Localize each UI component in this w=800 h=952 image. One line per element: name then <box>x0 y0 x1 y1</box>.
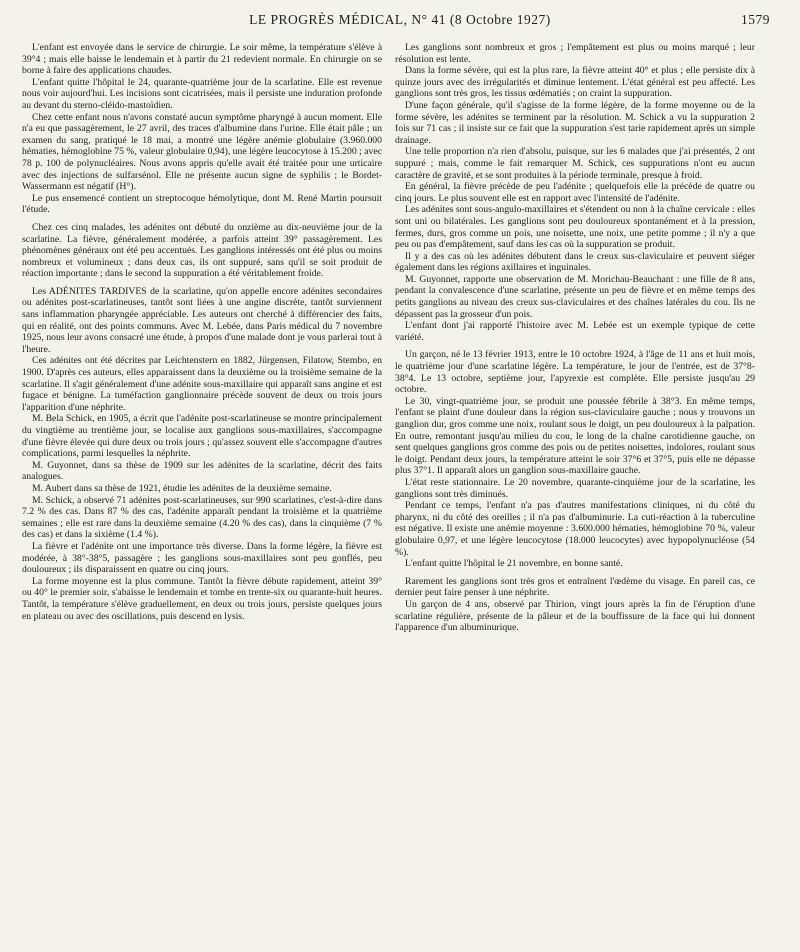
paragraph: Le pus ensemencé contient un streptocoque hémolytique, dont M. René Martin poursuit l'étude. <box>22 192 382 216</box>
paragraph: Les ADÉNITES TARDIVES de la scarlatine, qu'on appelle encore adénites secondaires ou adénites post-scarlatineuses, tantôt sont liées à une angine discrète, tantôt surviennent sans inflammation pharyngée appréciable. Les auteurs ont cherché à différencier des faits, qui en réalité, ont des points communs. Avec M. Lebée, dans Paris médical du 7 novembre 1925, nous leur avons consacré une étude, à propos d'une malade dont je vous parlerai tout à l'heure. <box>22 285 382 355</box>
right-column <box>395 42 755 634</box>
page-number: 1579 <box>741 12 770 27</box>
paragraph: Un garçon de 4 ans, observé par Thirion, vingt jours après la fin de l'éruption d'une scarlatine régulière, présente de la pâleur et de la bouffissure de la face qui lui donnent l'apparence d'un albuminurique. <box>395 598 755 634</box>
paragraph: M. Guyonnet, dans sa thèse de 1909 sur les adénites de la scarlatine, décrit des faits analogues. <box>22 459 382 483</box>
running-header <box>0 12 800 34</box>
paragraph: Pendant ce temps, l'enfant n'a pas d'autres manifestations cliniques, ni du côté du pharynx, ni du côté des oreilles ; il n'a pas d'albuminurie. La cuti-réaction à la tuberculine est négative. Il existe une anémie moyenne : 3.600.000 hématies, hémoglobine 70 %, valeur globulaire 0,97, et une légère leucocytose (18.000 leucocytes) avec hypopolynucléose (54 %). <box>395 500 755 558</box>
paragraph: Les adénites sont sous-angulo-maxillaires et s'étendent ou non à la chaîne cervicale : elles sont uni ou bilatérales. Les ganglions sont peu douloureux spontanément et à la pression, fermes, durs, gros comme un pois, une noisette, une noix, une petite pomme ; il n'y a que peu ou pas d'empâtement, sauf dans les cas où la suppuration se produit. <box>395 204 755 251</box>
paragraph: Il y a des cas où les adénites débutent dans le creux sus-claviculaire et peuvent siéger également dans les régions axillaires et inguinales. <box>395 250 755 274</box>
paragraph: L'état reste stationnaire. Le 20 novembre, quarante-cinquième jour de la scarlatine, les ganglions sont très diminués. <box>395 476 755 500</box>
paragraph: Rarement les ganglions sont très gros et entraînent l'œdème du visage. En pareil cas, ce dernier peut faire penser à une néphrite. <box>395 575 755 599</box>
paragraph: Un garçon, né le 13 février 1913, entre le 10 octobre 1924, à l'âge de 11 ans et huit mois, le quatrième jour d'une scarlatine légère. La température, le jour de l'entrée, est de 37°8-38°4. Le 13 octobre, septième jour, l'apyrexie est complète. Elle persiste jusqu'au 29 octobre. <box>395 349 755 396</box>
paragraph: L'enfant quitte l'hôpital le 24, quarante-quatrième jour de la scarlatine. Elle est revenue nous voir aujourd'hui. Les incisions sont cicatrisées, mais il persiste une induration profonde au devant du sterno-cléido-mastoïdien. <box>22 76 382 111</box>
paragraph: Ces adénites ont été décrites par Leichtenstern en 1882, Jürgensen, Filatow, Stembo, en 1900. D'après ces auteurs, elles apparaissent dans la deuxième ou la troisième semaine de la scarlatine. Il s'agit généralement d'une adénite sous-maxillaire qui apparaît sans angine et est fugace et bénigne. La tuméfaction ganglionnaire précède souvent de deux ou trois jours l'apparition d'une néphrite. <box>22 355 382 413</box>
paragraph: L'enfant dont j'ai rapporté l'histoire avec M. Lebée est un exemple typique de cette variété. <box>395 320 755 343</box>
paragraph: M. Schick, a observé 71 adénites post-scarlatineuses, sur 990 scarlatines, c'est-à-dire dans 7.2 % des cas. Dans 87 % des cas, l'adénite apparaît pendant la troisième et la quatrième semaines ; elle est rare dans la deuxième semaine (4.20 % des cas), dans la cinquième (7 % des cas) et dans la sixième (1.4 %). <box>22 494 382 541</box>
paragraph: M. Guyonnet, rapporte une observation de M. Morichau-Beauchant : une fille de 8 ans, pendant la convalescence d'une scarlatine, présente un peu de fièvre et en même temps des petits ganglions au niveau des creux sus-claviculaires et des chaînes latérales du cou. Ils ne dépassent pas la grosseur d'un pois. <box>395 273 755 320</box>
paragraph: Les ganglions sont nombreux et gros ; l'empâtement est plus ou moins marqué ; leur résolution est lente. <box>395 42 755 65</box>
paragraph: Chez cette enfant nous n'avons constaté aucun symptôme pharyngé à aucun moment. Elle n'a eu que passagèrement, le 27 avril, des traces d'albumine dans l'urine. Elle était pâle ; un examen du sang, pratiqué le 18 mai, a montré une légère anémie globulaire (3.960.000 hématies, hémoglobine 75 %, valeur globulaire 0,94), une légère leucocytose à 15.200 ; avec 78 p. 100 de polynucléaires. Nous avons appris qu'elle avait été traitée pour une urticaire avec des injections de sulfarsénol. Elle ne présente aucun signe de syphilis ; le Bordet-Wassermann est négatif (H°). <box>22 111 382 193</box>
paragraph: Chez ces cinq malades, les adénites ont débuté du onzième au dix-neuvième jour de la scarlatine. La fièvre, généralement modérée, a parfois atteint 39° passagèrement. Les phénomènes généraux ont été peu accentués. Les ganglions intéressés ont été plus ou moins nombreux et volumineux ; dans deux cas, ils ont suppuré, sans qu'il se soit produit de réaction importante ; dans le second la suppuration a été véritablement froide. <box>22 221 382 280</box>
paragraph: La fièvre et l'adénite ont une importance très diverse. Dans la forme légère, la fièvre est modérée, à 38°-38°5, passagère ; les ganglions sous-maxillaires sont peu gonflés, peu douloureux ; ils disparaissent en quatre ou cinq jours. <box>22 540 382 576</box>
paragraph: Dans la forme sévère, qui est la plus rare, la fièvre atteint 40° et plus ; elle persiste dix à quinze jours avec des irrégularités et diminue lentement. L'état général est peu affecté. Les ganglions sont très gros, les tissus œdématiés ; on craint la suppuration. <box>395 65 755 100</box>
paragraph: M. Bela Schick, en 1905, a écrit que l'adénite post-scarlatineuse se montre principalement du vingtième au trentième jour, se localise aux ganglions sous-maxillaires, s'accompagne d'une fièvre élevée qui dure deux ou trois jours ; qu'assez souvent elle s'accompagne d'autres complications, parmi lesquelles la néphrite. <box>22 413 382 460</box>
left-column <box>22 42 382 622</box>
paragraph: M. Aubert dans sa thèse de 1921, étudie les adénites de la deuxième semaine. <box>32 482 332 494</box>
paragraph: Le 30, vingt-quatrième jour, se produit une poussée fébrile à 38°3. En même temps, l'enfant se plaint d'une douleur dans la région sus-claviculaire gauche ; nous y trouvons un ganglion dur, gros comme une noix, roulant sous le doigt, un peu douloureux à la palpation. En outre, remontant jusqu'au milieu du cou, le long de la chaîne carotidienne gauche, on sent quelques ganglions gros comme des pois ou de petites noisettes, indolores, roulant sous le doigt. Pendant deux jours, la température atteint le soir 37°6 et 37°5, puis elle ne dépasse plus 37°1. Il apparaît alors un ganglion sous-maxillaire gauche. <box>395 395 755 477</box>
paragraph: D'une façon générale, qu'il s'agisse de la forme légère, de la forme moyenne ou de la forme sévère, les adénites se terminent par la résolution. M. Schick a vu la suppuration 2 fois sur 71 cas ; il insiste sur ce fait que la suppuration s'est tarie rapidement après un simple drainage. <box>395 99 755 146</box>
paragraph: Une telle proportion n'a rien d'absolu, puisque, sur les 6 malades que j'ai présentés, 2 ont suppuré ; mais, comme le fait remarquer M. Schick, ces suppurations n'ont eu aucun caractère de gravité, et se sont produites à la période terminale, presque à froid. <box>395 146 755 181</box>
paragraph: En général, la fièvre précède de peu l'adénite ; quelquefois elle la précède de quatre ou cinq jours. Le plus souvent elle est en rapport avec l'intensité de l'adénite. <box>395 181 755 204</box>
journal-title: LE PROGRÈS MÉDICAL, N° 41 (8 Octobre 1927) <box>249 12 551 27</box>
paragraph: L'enfant quitte l'hôpital le 21 novembre, en bonne santé. <box>405 558 623 570</box>
paragraph: La forme moyenne est la plus commune. Tantôt la fièvre débute rapidement, atteint 39° ou 40° le premier soir, s'abaisse le lendemain et tombe en trente-six ou quarante-huit heures. Tantôt, la température s'élève graduellement, en deux ou trois jours, persiste quelques jours en plateau ou avec des oscillations, puis descend en lysis. <box>22 575 382 622</box>
paragraph: L'enfant est envoyée dans le service de chirurgie. Le soir même, la température s'élève à 39°4 ; mais elle baisse le lendemain et à partir du 21 redevient normale. En chirurgie on se borne à faire des applications chaudes. <box>22 42 382 77</box>
